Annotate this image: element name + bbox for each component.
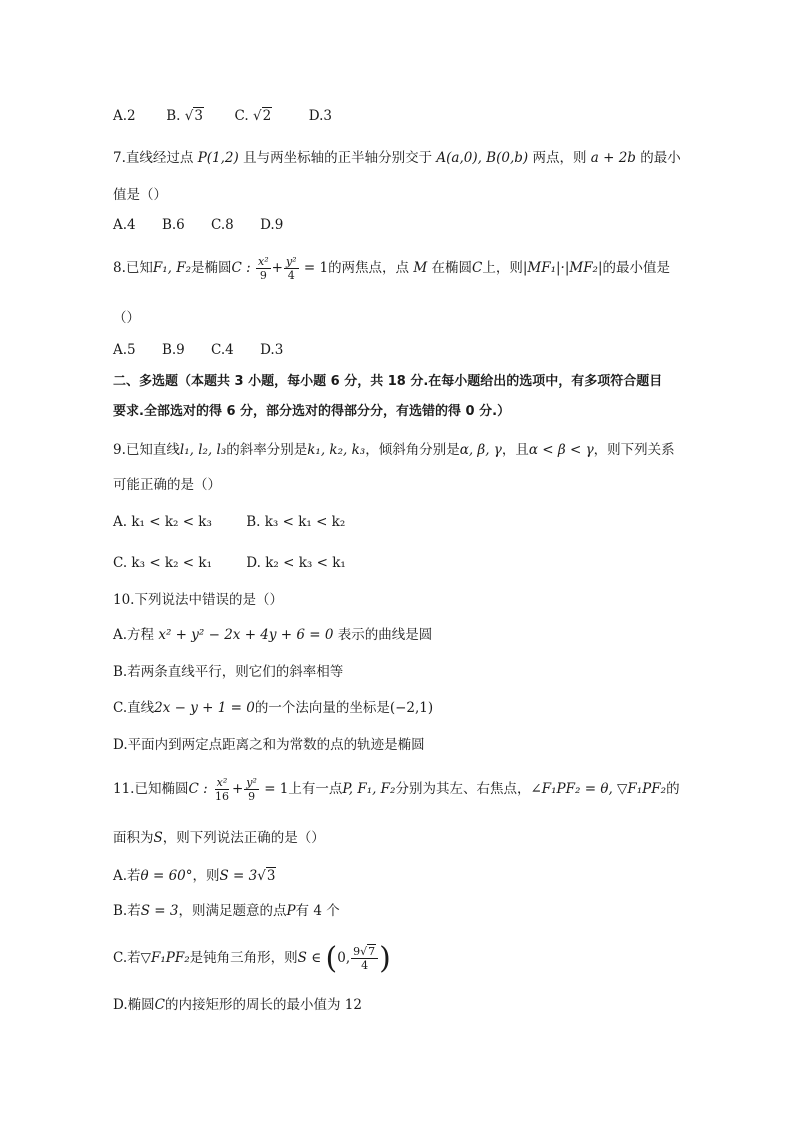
q6-option-a: A.2 <box>113 108 136 124</box>
q11-fraction-y: $\frac{\text{y²}}{9}$ <box>246 776 257 803</box>
q7-point-p: P(1,2) <box>197 150 239 166</box>
q7-text: 且与两坐标轴的正半轴分别交于 <box>243 150 433 166</box>
q8-ellipse-c: C <box>471 260 483 276</box>
q7-expression: a + 2b <box>590 150 636 166</box>
q8-text: 在椭圆 <box>431 260 472 276</box>
q9-options-row2 <box>113 553 346 573</box>
q8-stem-line1 <box>113 254 670 282</box>
q11-angle: ∠F₁PF₂ = θ, ▽F₁PF₂ <box>530 781 667 797</box>
q11-text: 的 <box>666 781 680 797</box>
q9-angles: α, β, γ <box>459 442 502 458</box>
q7-points-ab: A(a,0), B(0,b) <box>436 150 529 166</box>
q10-stem: 10.下列说法中错误的是（） <box>113 592 283 608</box>
q8-fraction-x: $\frac{\text{x²}}{9}$ <box>258 255 269 282</box>
q7-stem-line1 <box>113 148 681 168</box>
q8-stem-line2: （） <box>113 310 140 326</box>
q11-option-d: D.椭圆C的内接矩形的周长的最小值为 12 <box>113 997 362 1013</box>
q11-text: 11.已知椭圆 <box>113 781 189 797</box>
q11-area-symbol: S <box>153 830 163 846</box>
q9-option-b: B. k₃ < k₁ < k₂ <box>246 514 346 530</box>
q9-option-d: D. k₂ < k₃ < k₁ <box>246 555 346 571</box>
q9-slopes: k₁, k₂, k₃ <box>307 442 366 458</box>
q10-circle-equation: x² + y² − 2x + 4y + 6 = 0 <box>158 627 334 643</box>
q9-text: ，且 <box>501 442 529 458</box>
q11-stem-line1 <box>113 775 680 803</box>
q8-plus: + <box>271 260 283 276</box>
q8-text: 8.已知 <box>113 260 153 276</box>
section2-heading-line1: 二、多选题（本题共 3 小题，每小题 6 分，共 18 分.在每小题给出的选项中，有多项符合题目 <box>113 374 663 389</box>
q11-equals: = 1 <box>264 781 289 797</box>
q8-text: 的最小值是 <box>602 260 671 276</box>
q9-option-c: C. k₃ < k₂ < k₁ <box>113 555 212 571</box>
q7-text: 7.直线经过点 <box>113 150 194 166</box>
q8-point-m: M <box>413 260 428 276</box>
q6-option-c: C. √2 <box>234 108 272 124</box>
q6-option-d: D.3 <box>308 108 333 124</box>
q9-stem-line2: 可能正确的是（） <box>113 477 221 493</box>
q8-ellipse-label: C : <box>231 260 251 276</box>
q11-plus: + <box>231 781 244 797</box>
q9-inequality: α < β < γ <box>528 442 594 458</box>
q9-text: 的斜率分别是 <box>226 442 308 458</box>
q9-lines: l₁, l₂, l₃ <box>179 442 227 458</box>
q7-options <box>113 215 283 235</box>
q8-equals: = 1 <box>303 260 329 276</box>
q11-points: P, F₁, F₂ <box>342 781 396 797</box>
q6-option-b: B. √3 <box>166 108 203 124</box>
section2-heading-line2: 要求.全部选对的得 6 分，部分选对的得部分分，有选错的得 0 分.） <box>113 404 511 419</box>
q6-options <box>113 106 332 126</box>
q11-option-c: C.若▽F₁PF₂是钝角三角形，则S ∈ (0, $\frac{9√7}{4}$ ) <box>113 940 391 976</box>
q7-stem-line2: 值是（） <box>113 187 167 203</box>
q11-text: 分别为其左、右焦点， <box>395 781 531 797</box>
q9-stem-line1 <box>113 440 675 460</box>
q7-text: 的最小 <box>640 150 681 166</box>
q11-option-a: A.若θ = 60°，则S = 3√3 <box>113 868 276 884</box>
q8-text: 上，则 <box>482 260 523 276</box>
q10-option-d: D.平面内到两定点距离之和为常数的点的轨迹是椭圆 <box>113 737 425 753</box>
q8-fraction-y: $\frac{\text{y²}}{4}$ <box>285 255 297 282</box>
q11-fraction-x: $\frac{\text{x²}}{16}$ <box>214 776 229 803</box>
q9-option-a: A. k₁ < k₂ < k₃ <box>113 514 212 530</box>
q9-options-row1 <box>113 512 345 532</box>
q9-text: ，则下列关系 <box>593 442 675 458</box>
q11-ellipse-label: C : <box>188 781 208 797</box>
q10-option-b: B.若两条直线平行，则它们的斜率相等 <box>113 664 344 680</box>
q9-text: ，倾斜角分别是 <box>365 442 460 458</box>
q8-options <box>113 340 283 360</box>
q7-option-b: B.6 <box>161 217 185 233</box>
q9-text: 9.已知直线 <box>113 442 180 458</box>
q11-optc-fraction: $\frac{9√7}{4}$ <box>351 945 378 972</box>
q8-product: |MF₁|·|MF₂| <box>522 260 603 276</box>
q8-foci: F₁, F₂ <box>152 260 192 276</box>
q10-line-equation: 2x − y + 1 = 0 <box>154 700 255 716</box>
q7-option-d: D.9 <box>260 217 284 233</box>
q8-option-b: B.9 <box>161 342 185 358</box>
q8-option-d: D.3 <box>260 342 284 358</box>
q7-option-c: C.8 <box>211 217 234 233</box>
q7-option-a: A.4 <box>113 217 136 233</box>
q10-option-c: C.直线2x − y + 1 = 0的一个法向量的坐标是(−2,1) <box>113 700 434 716</box>
q11-text: 上有一点 <box>288 781 343 797</box>
q10-normal-vector: (−2,1) <box>389 700 434 716</box>
q8-text: 的两焦点，点 <box>328 260 410 276</box>
q8-option-a: A.5 <box>113 342 136 358</box>
q8-text: 是椭圆 <box>191 260 232 276</box>
q11-option-b: B.若S = 3，则满足题意的点P有 4 个 <box>113 903 340 919</box>
q11-stem-line2: 面积为S，则下列说法正确的是（） <box>113 830 325 846</box>
q8-option-c: C.4 <box>211 342 234 358</box>
q10-option-a: A.方程 x² + y² − 2x + 4y + 6 = 0 表示的曲线是圆 <box>113 627 433 643</box>
q7-text: 两点，则 <box>532 150 587 166</box>
